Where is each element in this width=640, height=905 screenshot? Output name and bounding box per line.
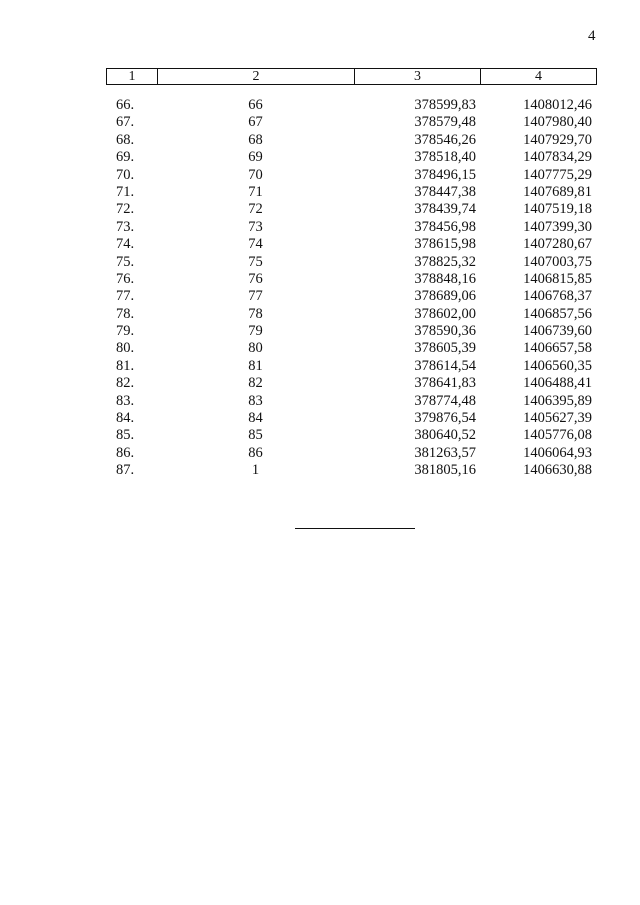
point-number-cell: 73 (248, 218, 263, 235)
point-number-cell: 80 (248, 340, 263, 357)
point-number-cell: 79 (248, 323, 263, 340)
x-coordinate-cell: 381805,16 (414, 462, 476, 479)
table-header (106, 68, 597, 85)
table-row (106, 254, 597, 271)
y-coordinate-cell: 1407689,81 (523, 183, 592, 200)
column-header-3: 3 (355, 69, 481, 84)
x-coordinate-cell: 378825,32 (414, 253, 476, 270)
point-number-cell: 84 (248, 410, 263, 427)
x-coordinate-cell: 379876,54 (414, 410, 476, 427)
x-coordinate-cell: 378590,36 (414, 323, 476, 340)
x-coordinate-cell: 378605,39 (414, 340, 476, 357)
table-row (106, 167, 597, 184)
x-coordinate-cell: 378641,83 (414, 375, 476, 392)
y-coordinate-cell: 1406064,93 (523, 444, 592, 461)
x-coordinate-cell: 378602,00 (414, 305, 476, 322)
row-number-cell: 71. (116, 183, 135, 200)
x-coordinate-cell: 378546,26 (414, 131, 476, 148)
point-number-cell: 71 (248, 183, 263, 200)
y-coordinate-cell: 1406815,85 (523, 270, 592, 287)
point-number-cell: 66 (248, 97, 263, 113)
point-number-cell: 76 (248, 270, 263, 287)
y-coordinate-cell: 1407834,29 (523, 149, 592, 166)
row-number-cell: 67. (116, 114, 135, 131)
x-coordinate-cell: 378689,06 (414, 288, 476, 305)
row-number-cell: 82. (116, 375, 135, 392)
table-row (106, 288, 597, 305)
point-number-cell: 85 (248, 427, 263, 444)
row-number-cell: 84. (116, 410, 135, 427)
row-number-cell: 79. (116, 323, 135, 340)
point-number-cell: 68 (248, 131, 263, 148)
row-number-cell: 87. (116, 462, 135, 479)
table-row (106, 358, 597, 375)
point-number-cell: 70 (248, 166, 263, 183)
y-coordinate-cell: 1407775,29 (523, 166, 592, 183)
row-number-cell: 66. (116, 97, 135, 113)
y-coordinate-cell: 1408012,46 (523, 97, 592, 113)
page-number: 4 (588, 28, 596, 44)
table-row (106, 97, 597, 114)
table-row (106, 393, 597, 410)
row-number-cell: 85. (116, 427, 135, 444)
row-number-cell: 76. (116, 270, 135, 287)
point-number-cell: 69 (248, 149, 263, 166)
point-number-cell: 78 (248, 305, 263, 322)
y-coordinate-cell: 1405776,08 (523, 427, 592, 444)
column-header-1: 1 (107, 69, 158, 84)
point-number-cell: 1 (251, 462, 260, 479)
column-header-4: 4 (535, 69, 542, 84)
y-coordinate-cell: 1406488,41 (523, 375, 592, 392)
point-number-cell: 86 (248, 444, 263, 461)
row-number-cell: 69. (116, 149, 135, 166)
y-coordinate-cell: 1407003,75 (523, 253, 592, 270)
y-coordinate-cell: 1406657,58 (523, 340, 592, 357)
table-row (106, 236, 597, 253)
point-number-cell: 82 (248, 375, 263, 392)
column-header-2: 2 (158, 69, 355, 84)
x-coordinate-cell: 378599,83 (414, 97, 476, 113)
y-coordinate-cell: 1407980,40 (523, 114, 592, 131)
row-number-cell: 75. (116, 253, 135, 270)
row-number-cell: 68. (116, 131, 135, 148)
row-number-cell: 81. (116, 357, 135, 374)
row-number-cell: 77. (116, 288, 135, 305)
table-row (106, 306, 597, 323)
point-number-cell: 83 (248, 392, 263, 409)
table-row (106, 201, 597, 218)
y-coordinate-cell: 1406768,37 (523, 288, 592, 305)
table-row (106, 149, 597, 166)
table-row (106, 184, 597, 201)
x-coordinate-cell: 378848,16 (414, 270, 476, 287)
point-number-cell: 67 (248, 114, 263, 131)
point-number-cell: 72 (248, 201, 263, 218)
y-coordinate-cell: 1406857,56 (523, 305, 592, 322)
row-number-cell: 70. (116, 166, 135, 183)
table-row (106, 132, 597, 149)
row-number-cell: 73. (116, 218, 135, 235)
table-row (106, 323, 597, 340)
x-coordinate-cell: 378439,74 (414, 201, 476, 218)
y-coordinate-cell: 1407280,67 (523, 236, 592, 253)
y-coordinate-cell: 1406395,89 (523, 392, 592, 409)
x-coordinate-cell: 378456,98 (414, 218, 476, 235)
table-row (106, 445, 597, 462)
y-coordinate-cell: 1407519,18 (523, 201, 592, 218)
row-number-cell: 74. (116, 236, 135, 253)
x-coordinate-cell: 381263,57 (414, 444, 476, 461)
table-row (106, 462, 597, 479)
x-coordinate-cell: 378496,15 (414, 166, 476, 183)
table-row (106, 114, 597, 131)
y-coordinate-cell: 1406739,60 (523, 323, 592, 340)
y-coordinate-cell: 1407929,70 (523, 131, 592, 148)
y-coordinate-cell: 1406560,35 (523, 357, 592, 374)
row-number-cell: 72. (116, 201, 135, 218)
point-number-cell: 74 (248, 236, 263, 253)
x-coordinate-cell: 378447,38 (414, 183, 476, 200)
table-row (106, 375, 597, 392)
table-row (106, 410, 597, 427)
x-coordinate-cell: 378579,48 (414, 114, 476, 131)
x-coordinate-cell: 378614,54 (414, 357, 476, 374)
table-body (106, 97, 597, 480)
y-coordinate-cell: 1407399,30 (523, 218, 592, 235)
point-number-cell: 77 (248, 288, 263, 305)
point-number-cell: 81 (248, 357, 263, 374)
table-row (106, 427, 597, 444)
end-divider-line (295, 528, 415, 529)
x-coordinate-cell: 378518,40 (414, 149, 476, 166)
x-coordinate-cell: 380640,52 (414, 427, 476, 444)
point-number-cell: 75 (248, 253, 263, 270)
row-number-cell: 80. (116, 340, 135, 357)
y-coordinate-cell: 1405627,39 (523, 410, 592, 427)
row-number-cell: 83. (116, 392, 135, 409)
table-row (106, 340, 597, 357)
table-row (106, 271, 597, 288)
x-coordinate-cell: 378615,98 (414, 236, 476, 253)
x-coordinate-cell: 378774,48 (414, 392, 476, 409)
row-number-cell: 78. (116, 305, 135, 322)
y-coordinate-cell: 1406630,88 (523, 462, 592, 479)
table-row (106, 219, 597, 236)
row-number-cell: 86. (116, 444, 135, 461)
